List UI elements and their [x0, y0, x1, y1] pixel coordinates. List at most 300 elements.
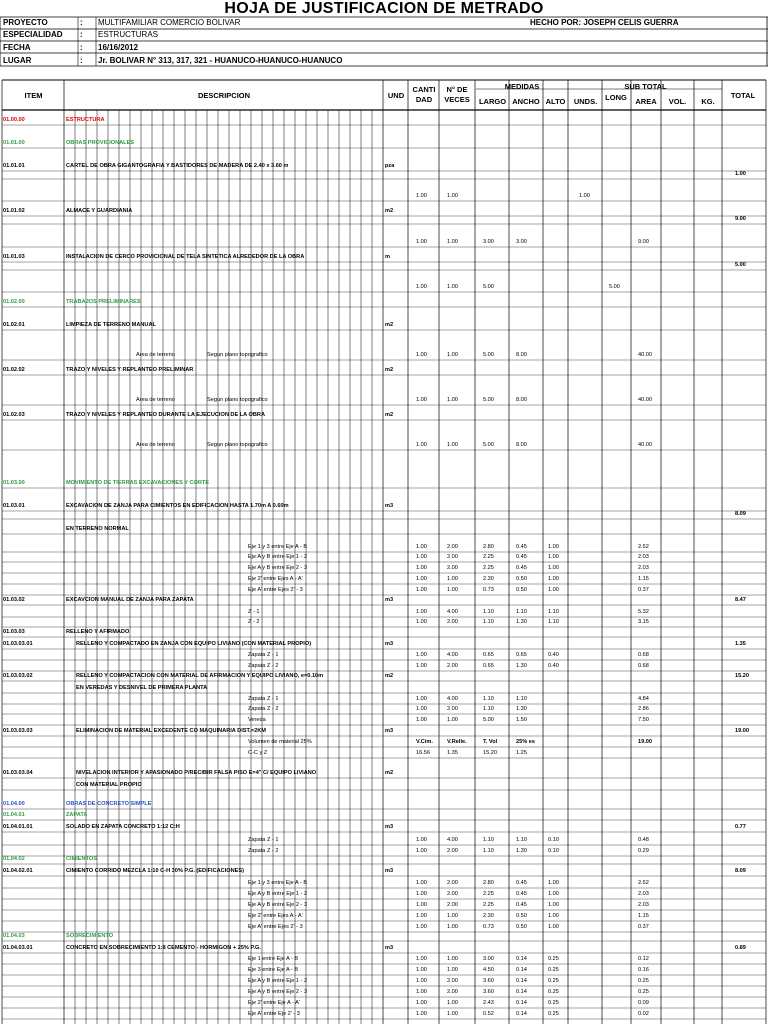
veces-cell: 1.00 [447, 352, 458, 358]
area-cell: 40.00 [638, 442, 652, 448]
cant-cell: 1.00 [416, 609, 427, 615]
veces-cell: 1.00 [447, 967, 458, 973]
alto-cell: 0.25 [548, 967, 559, 973]
veces-cell: 1.00 [447, 193, 458, 199]
ancho-cell: 0.50 [516, 924, 527, 930]
item-description: EN VEREDAS Y DESNIVEL DE PRIMERA PLANTA [76, 685, 208, 691]
item-code: 01.03.03 [3, 629, 25, 635]
veces-cell: 2.00 [447, 544, 458, 550]
ancho-cell: 0.14 [516, 978, 527, 984]
largo-cell: 1.10 [483, 609, 494, 615]
unit-cell: m [385, 254, 390, 260]
largo-cell: 0.65 [483, 663, 494, 669]
cant-cell: 1.00 [416, 1000, 427, 1006]
ancho-cell: 1.30 [516, 663, 527, 669]
sub-description: Eje A y B entre Eje 1 - 2 [248, 554, 308, 560]
area-cell: 5.32 [638, 609, 649, 615]
total-cell: 0.77 [735, 824, 746, 830]
cant-cell: 1.00 [416, 706, 427, 712]
item-code: 01.02.00 [3, 299, 25, 305]
col-header-veces-2: VECES [444, 95, 470, 104]
ancho-cell: 25% es [516, 739, 535, 745]
item-code: 01.03.03.01 [3, 641, 33, 647]
sub-description: Area de terreno [136, 397, 175, 403]
veces-cell: V.Relle. [447, 739, 467, 745]
sub-description: Z - 2 [248, 619, 260, 625]
area-cell: 2.03 [638, 891, 649, 897]
col-header-sub-total: SUB TOTAL [624, 82, 667, 91]
item-description: CARTEL DE OBRA GIGANTOGRAFIA Y BASTIDORES DE MADERA DE 2.40 x 3.60 m [66, 163, 289, 169]
sub-description: Zapata Z - 2 [248, 706, 279, 712]
meta-value-fecha: 16/16/2012 [98, 43, 139, 52]
item-description: EXCAVACION DE ZANJA PARA CIMIENTOS EN EDIFICACION HASTA 1.70m A 0.60m [66, 503, 289, 509]
item-description: SOBRECIMIENTO [66, 933, 114, 939]
veces-cell: 4.00 [447, 837, 458, 843]
sub-description: Eje 1 entre Eje A - B [248, 956, 299, 962]
cant-cell: 1.00 [416, 284, 427, 290]
cant-cell: 1.00 [416, 924, 427, 930]
item-description: CON MATERIAL PROPIO [76, 782, 142, 788]
total-cell: 19.00 [735, 728, 749, 734]
item-code: 01.04.02 [3, 856, 25, 862]
unit-cell: m2 [385, 367, 394, 373]
veces-cell: 2.00 [447, 880, 458, 886]
area-cell: 9.00 [638, 239, 649, 245]
item-code: 01.04.02.01 [3, 868, 33, 874]
sub-description: Segun plano topografico [207, 352, 268, 358]
sub-description: Zapata Z - 1 [248, 837, 279, 843]
cant-cell: 1.00 [416, 565, 427, 571]
ancho-cell: 0.65 [516, 652, 527, 658]
sub-description: Area de terreno [136, 442, 175, 448]
alto-cell: 0.10 [548, 837, 559, 843]
total-cell: 1.00 [735, 171, 746, 177]
largo-cell: 2.43 [483, 1000, 494, 1006]
largo-cell: 5.00 [483, 284, 494, 290]
unit-cell: m3 [385, 728, 394, 734]
alto-cell: 0.25 [548, 956, 559, 962]
sub-description: Zapata Z - 2 [248, 848, 279, 854]
item-description: ESTRUCTURA [66, 117, 105, 123]
area-cell: 0.25 [638, 978, 649, 984]
ancho-cell: 0.50 [516, 587, 527, 593]
sub-description: Zapata Z - 1 [248, 696, 279, 702]
largo-cell: 5.00 [483, 442, 494, 448]
area-cell: 3.15 [638, 619, 649, 625]
meta-label-lugar: LUGAR [3, 56, 32, 65]
cant-cell: 1.00 [416, 554, 427, 560]
cant-cell: 1.00 [416, 902, 427, 908]
item-description: EN TERRENO NORMAL [66, 526, 129, 532]
ancho-cell: 1.25 [516, 750, 527, 756]
cant-cell: 1.00 [416, 442, 427, 448]
area-cell: 4.84 [638, 696, 649, 702]
cant-cell: 16.56 [416, 750, 430, 756]
area-cell: 0.68 [638, 663, 649, 669]
meta-label-fecha: FECHA [3, 43, 31, 52]
sub-description: Eje A y B entre Eje 1 - 2 [248, 891, 308, 897]
area-cell: 2.86 [638, 706, 649, 712]
col-header-und: UND [387, 91, 405, 100]
largo-cell: 1.10 [483, 696, 494, 702]
alto-cell: 1.00 [548, 913, 559, 919]
cant-cell: 1.00 [416, 544, 427, 550]
item-description: CIMIENTOS [66, 856, 97, 862]
veces-cell: 1.00 [447, 717, 458, 723]
largo-cell: 1.10 [483, 619, 494, 625]
col-header-descripcion: DESCRIPCION [197, 91, 251, 100]
ancho-cell: 8.00 [516, 442, 527, 448]
unit-cell: m3 [385, 641, 394, 647]
veces-cell: 4.00 [447, 609, 458, 615]
cant-cell: 1.00 [416, 397, 427, 403]
area-cell: 2.03 [638, 565, 649, 571]
cant-cell: 1.00 [416, 717, 427, 723]
ancho-cell: 0.14 [516, 1011, 527, 1017]
largo-cell: 2.25 [483, 902, 494, 908]
veces-cell: 1.00 [447, 1011, 458, 1017]
veces-cell: 2.00 [447, 706, 458, 712]
largo-cell: 2.80 [483, 544, 494, 550]
item-description: ZAPATA [66, 812, 88, 818]
item-description: ELIMINACION DE MATERIAL EXCEDENTE CO MAQUINARIA DIST.=2KM [76, 728, 266, 734]
item-description: INSTALACION DE CERCO PROVICIONAL DE TELA SINTETICA ALREDEDOR DE LA OBRA [66, 254, 305, 260]
largo-cell: T. Vol [483, 739, 498, 745]
item-description: RELLENO Y AFIRMADO [66, 629, 130, 635]
meta-sep: : [80, 18, 83, 27]
area-cell: 2.52 [638, 880, 649, 886]
item-description: TRAZO Y NIVELES Y REPLANTEO PRELIMINAR [66, 367, 194, 373]
largo-cell: 2.30 [483, 913, 494, 919]
area-cell: 0.37 [638, 587, 649, 593]
alto-cell: 1.00 [548, 880, 559, 886]
item-code: 01.03.02 [3, 597, 25, 603]
ancho-cell: 0.14 [516, 989, 527, 995]
area-cell: 40.00 [638, 397, 652, 403]
unit-cell: m3 [385, 824, 394, 830]
item-code: 01.03.01 [3, 503, 25, 509]
veces-cell: 1.00 [447, 913, 458, 919]
col-header-alto: ALTO [545, 97, 566, 106]
ancho-cell: 0.14 [516, 967, 527, 973]
item-description: SOLADO EN ZAPATA CONCRETO 1:12 C:H [66, 824, 180, 830]
sub-description: Eje 3 entre Eje A - B [248, 967, 299, 973]
meta-value-proyecto: MULTIFAMILIAR COMERCIO BOLIVAR [98, 18, 241, 27]
sub-description: Eje A' entre Ejes 2' - 3 [248, 587, 303, 593]
alto-cell: 1.00 [548, 902, 559, 908]
ancho-cell: 0.45 [516, 554, 527, 560]
largo-cell: 0.73 [483, 924, 494, 930]
meta-value-especialidad: ESTRUCTURAS [98, 30, 159, 39]
total-cell: 1.35 [735, 641, 746, 647]
ancho-cell: 1.50 [516, 717, 527, 723]
largo-cell: 1.10 [483, 848, 494, 854]
sub-description: Eje 2' entre Ejes A - A' [248, 576, 303, 582]
veces-cell: 2.00 [447, 565, 458, 571]
col-header-unds: UNDS. [573, 97, 598, 106]
area-cell: 1.15 [638, 576, 649, 582]
cant-cell: 1.00 [416, 913, 427, 919]
meta-sep: : [80, 43, 83, 52]
veces-cell: 2.00 [447, 663, 458, 669]
total-cell: 15.20 [735, 673, 749, 679]
alto-cell: 0.10 [548, 848, 559, 854]
largo-cell: 5.00 [483, 397, 494, 403]
ancho-cell: 0.45 [516, 565, 527, 571]
area-cell: 0.48 [638, 837, 649, 843]
unit-cell: m2 [385, 412, 394, 418]
col-header-kg: KG. [701, 97, 715, 106]
sub-description: C-C y Z [248, 750, 268, 756]
cant-cell: 1.00 [416, 837, 427, 843]
item-code: 01.04.03 [3, 933, 25, 939]
largo-cell: 0.65 [483, 652, 494, 658]
area-cell: 0.25 [638, 989, 649, 995]
unds-cell: 1.00 [579, 193, 590, 199]
sub-description: Eje 1 y 3 entre Eje A - B [248, 880, 308, 886]
item-code: 01.04.00 [3, 801, 25, 807]
veces-cell: 1.00 [447, 1000, 458, 1006]
area-cell: 19.00 [638, 739, 652, 745]
col-header-veces-1: N° DE [446, 85, 468, 94]
total-cell: 8.09 [735, 511, 746, 517]
ancho-cell: 1.30 [516, 848, 527, 854]
veces-cell: 1.00 [447, 239, 458, 245]
col-header-largo: LARGO [478, 97, 507, 106]
veces-cell: 1.00 [447, 587, 458, 593]
alto-cell: 1.00 [548, 587, 559, 593]
area-cell: 2.03 [638, 554, 649, 560]
sub-description: Eje A y B entre Eje 2 - 3 [248, 565, 308, 571]
area-cell: 1.15 [638, 913, 649, 919]
largo-cell: 0.52 [483, 1011, 494, 1017]
sub-description: Eje 1 y 3 entre Eje A - B [248, 544, 308, 550]
cant-cell: 1.00 [416, 978, 427, 984]
item-description: NIVELACION INTERIOR Y APASIONADO P/RECIBIR FALSA PISO E=4" C/ EQUIPO LIVIANO [76, 770, 317, 776]
sub-description: Segun plano topografico [207, 442, 268, 448]
ancho-cell: 3.00 [516, 239, 527, 245]
unit-cell: m2 [385, 322, 394, 328]
alto-cell: 0.25 [548, 1011, 559, 1017]
area-cell: 0.68 [638, 652, 649, 658]
veces-cell: 2.00 [447, 848, 458, 854]
area-cell: 0.29 [638, 848, 649, 854]
ancho-cell: 0.50 [516, 913, 527, 919]
col-header-medidas: MEDIDAS [504, 82, 540, 91]
largo-cell: 3.00 [483, 239, 494, 245]
ancho-cell: 0.14 [516, 956, 527, 962]
largo-cell: 3.00 [483, 956, 494, 962]
item-code: 01.04.01.01 [3, 824, 33, 830]
col-header-total: TOTAL [730, 91, 756, 100]
item-code: 01.03.00 [3, 480, 25, 486]
cant-cell: 1.00 [416, 696, 427, 702]
unit-cell: m3 [385, 868, 394, 874]
cant-cell: 1.00 [416, 352, 427, 358]
cant-cell: 1.00 [416, 956, 427, 962]
alto-cell: 0.40 [548, 652, 559, 658]
largo-cell: 5.00 [483, 717, 494, 723]
area-cell: 0.37 [638, 924, 649, 930]
item-description: EXCAVCION MANUAL DE ZANJA PARA ZAPATA [66, 597, 194, 603]
unit-cell: m3 [385, 945, 394, 951]
cant-cell: 1.00 [416, 652, 427, 658]
item-description: OBRAS DE CONCRETO SIMPLE [66, 801, 152, 807]
total-cell: 8.09 [735, 868, 746, 874]
cant-cell: 1.00 [416, 880, 427, 886]
area-cell: 7.50 [638, 717, 649, 723]
largo-cell: 2.30 [483, 576, 494, 582]
alto-cell: 1.00 [548, 891, 559, 897]
sub-description: Vereda [248, 717, 266, 723]
alto-cell: 0.25 [548, 1000, 559, 1006]
cant-cell: 1.00 [416, 891, 427, 897]
alto-cell: 1.10 [548, 619, 559, 625]
sub-description: Segun plano topografico [207, 397, 268, 403]
item-description: ALMACE Y GUARDIANIA [66, 208, 133, 214]
largo-cell: 5.00 [483, 352, 494, 358]
ancho-cell: 0.45 [516, 544, 527, 550]
col-header-vol: VOL. [668, 97, 687, 106]
made-by: HECHO POR: JOSEPH CELIS GUERRA [530, 18, 679, 27]
largo-cell: 2.25 [483, 565, 494, 571]
ancho-cell: 0.50 [516, 576, 527, 582]
ancho-cell: 1.30 [516, 619, 527, 625]
meta-sep: : [80, 30, 83, 39]
veces-cell: 1.00 [447, 924, 458, 930]
veces-cell: 2.00 [447, 619, 458, 625]
alto-cell: 1.00 [548, 576, 559, 582]
veces-cell: 2.00 [447, 891, 458, 897]
unit-cell: pza [385, 163, 395, 169]
alto-cell: 1.00 [548, 924, 559, 930]
largo-cell: 15.20 [483, 750, 497, 756]
item-code: 01.02.03 [3, 412, 25, 418]
item-description: MOVIMIENTO DE TIERRAS EXCAVACIONES Y CORTE [66, 480, 210, 486]
item-code: 01.01.01 [3, 163, 25, 169]
sub-description: Volumen de material 25% [248, 739, 312, 745]
cant-cell: 1.00 [416, 587, 427, 593]
item-code: 01.02.01 [3, 322, 25, 328]
veces-cell: 1.00 [447, 576, 458, 582]
ancho-cell: 0.14 [516, 1000, 527, 1006]
area-cell: 2.03 [638, 902, 649, 908]
item-code: 01.02.02 [3, 367, 25, 373]
item-description: TRABAJOS PRELIMINARES [66, 299, 141, 305]
veces-cell: 1.00 [447, 397, 458, 403]
largo-cell: 2.25 [483, 891, 494, 897]
meta-sep: : [80, 56, 83, 65]
alto-cell: 0.25 [548, 978, 559, 984]
sub-description: Eje A' entre Eje 2' - 3 [248, 1011, 300, 1017]
ancho-cell: 0.45 [516, 880, 527, 886]
largo-cell: 2.80 [483, 880, 494, 886]
alto-cell: 1.00 [548, 554, 559, 560]
veces-cell: 2.00 [447, 978, 458, 984]
meta-label-proyecto: PROYECTO [3, 18, 48, 27]
largo-cell: 3.60 [483, 989, 494, 995]
veces-cell: 4.00 [447, 696, 458, 702]
cant-cell: 1.00 [416, 663, 427, 669]
veces-cell: 2.00 [447, 902, 458, 908]
item-code: 01.01.00 [3, 140, 25, 146]
ancho-cell: 1.10 [516, 609, 527, 615]
largo-cell: 1.10 [483, 706, 494, 712]
total-cell: 9.00 [735, 216, 746, 222]
veces-cell: 4.00 [447, 652, 458, 658]
veces-cell: 1.00 [447, 284, 458, 290]
unit-cell: m2 [385, 208, 394, 214]
area-cell: 0.02 [638, 1011, 649, 1017]
total-cell: 5.00 [735, 262, 746, 268]
largo-cell: 0.73 [483, 587, 494, 593]
alto-cell: 1.00 [548, 544, 559, 550]
area-cell: 2.52 [638, 544, 649, 550]
item-description: RELLENO Y COMPACTACION CON MATERIAL DE AFIRMACION Y EQUIPO LIVIANO, e=0.10m [76, 673, 324, 679]
col-header-ancho: ANCHO [512, 97, 540, 106]
sub-description: Zapata Z - 1 [248, 652, 279, 658]
cant-cell: 1.00 [416, 619, 427, 625]
veces-cell: 1.00 [447, 442, 458, 448]
item-code: 01.03.03.02 [3, 673, 33, 679]
alto-cell: 1.10 [548, 609, 559, 615]
alto-cell: 0.25 [548, 989, 559, 995]
long-cell: 5.00 [609, 284, 620, 290]
unit-cell: m3 [385, 597, 394, 603]
col-header-long: LONG [605, 93, 627, 102]
item-description: CONCRETO EN SOBRECIMIENTO 1:8 CEMENTO - HORMIGON + 25% P.G. [66, 945, 261, 951]
largo-cell: 2.25 [483, 554, 494, 560]
total-cell: 8.47 [735, 597, 746, 603]
item-description: RELLENO Y COMPACTADO EN ZANJA CON EQUIPO LIVIANO (CON MATERIAL PROPIO) [76, 641, 312, 647]
item-code: 01.00.00 [3, 117, 25, 123]
cant-cell: 1.00 [416, 848, 427, 854]
item-description: TRAZO Y NIVELES Y REPLANTEO DURANTE LA EJECUCION DE LA OBRA [66, 412, 266, 418]
area-cell: 0.09 [638, 1000, 649, 1006]
item-description: LIMPIEZA DE TERRENO MANUAL [66, 322, 156, 328]
cant-cell: V.Cim. [416, 739, 433, 745]
col-header-item: ITEM [24, 91, 43, 100]
unit-cell: m2 [385, 673, 394, 679]
cant-cell: 1.00 [416, 989, 427, 995]
largo-cell: 1.10 [483, 837, 494, 843]
item-description: CIMIENTO CORRIDO MEZCLA 1:10 C-H 30% P.G. (EDIFICACIONES) [66, 868, 244, 874]
sub-description: Eje A' entre Ejes 2' - 3 [248, 924, 303, 930]
cant-cell: 1.00 [416, 1011, 427, 1017]
sub-description: Z - 1 [248, 609, 260, 615]
cant-cell: 1.00 [416, 239, 427, 245]
area-cell: 0.16 [638, 967, 649, 973]
sub-description: Area de terreno [136, 352, 175, 358]
area-cell: 40.00 [638, 352, 652, 358]
sub-description: Eje A y B entre Eje 2 - 3 [248, 989, 308, 995]
document-title: HOJA DE JUSTIFICACION DE METRADO [224, 0, 544, 17]
veces-cell: 2.00 [447, 989, 458, 995]
meta-label-especialidad: ESPECIALIDAD [3, 30, 63, 39]
item-description: OBRAS PROVICIONALES [66, 140, 135, 146]
sub-description: Zapata Z - 2 [248, 663, 279, 669]
sub-description: Eje A y B entre Eje 1 - 2 [248, 978, 308, 984]
cant-cell: 1.00 [416, 967, 427, 973]
ancho-cell: 1.10 [516, 696, 527, 702]
alto-cell: 1.00 [548, 565, 559, 571]
largo-cell: 3.60 [483, 978, 494, 984]
veces-cell: 1.00 [447, 956, 458, 962]
cant-cell: 1.00 [416, 193, 427, 199]
ancho-cell: 0.45 [516, 891, 527, 897]
item-code: 01.04.01 [3, 812, 25, 818]
item-code: 01.01.02 [3, 208, 25, 214]
